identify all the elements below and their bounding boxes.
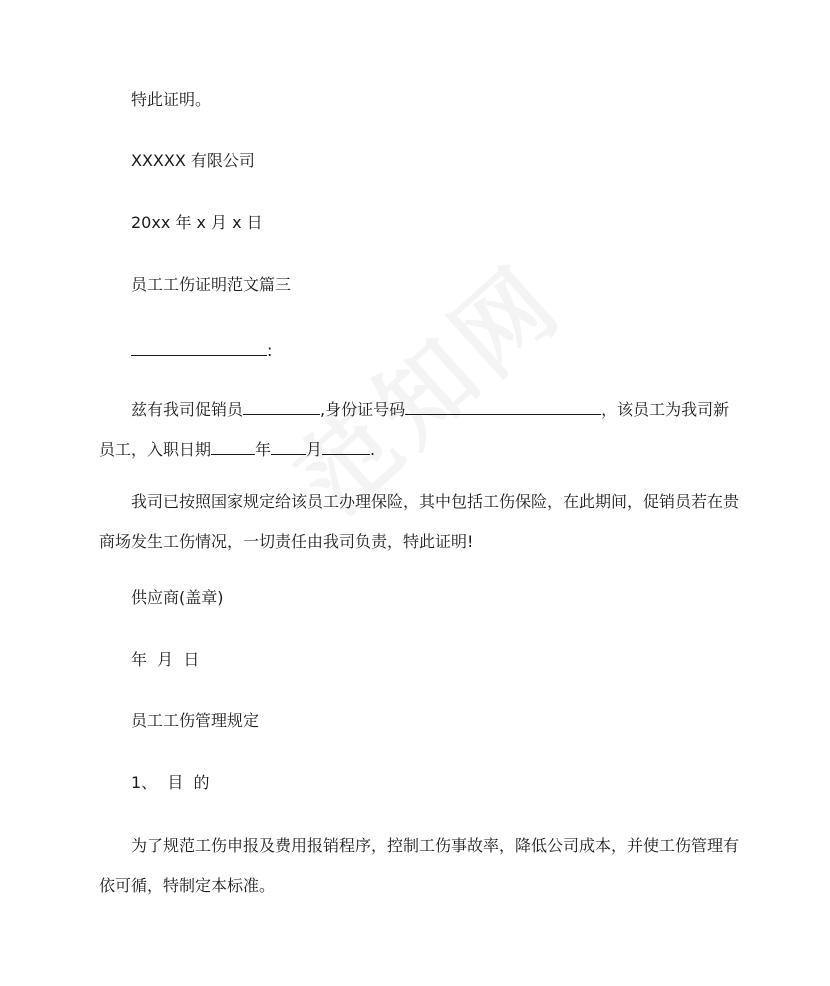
addressee-line — [131, 337, 272, 361]
employee-statement — [99, 390, 739, 470]
issue-date: 20xx 年 x 月 x 日 — [131, 213, 263, 232]
entry-year-blank — [211, 436, 255, 455]
statement-text: . — [370, 440, 376, 459]
entry-month-blank — [271, 436, 306, 455]
rules-title: 员工工伤管理规定 — [131, 711, 260, 730]
promoter-name-blank — [243, 396, 320, 415]
addressee-blank — [131, 337, 267, 356]
company-name: XXXXX 有限公司 — [131, 151, 255, 170]
certify-line: 特此证明。 — [131, 90, 212, 109]
statement-text: ,身份证号码 — [320, 400, 406, 419]
insurance-statement: 我司已按照国家规定给该员工办理保险，其中包括工伤保险，在此期间，促销员若在贵商场发生工伤情况，一切责任由我司负责，特此证明! — [99, 492, 740, 551]
id-number-blank — [405, 396, 601, 415]
statement-text: 年 — [255, 440, 272, 459]
statement-text: 兹有我司促销员 — [131, 400, 244, 419]
statement-text: 月 — [306, 440, 323, 459]
section-heading: 1、 目 的 — [131, 773, 210, 792]
section-title: 员工工伤证明范文篇三 — [131, 275, 292, 294]
addressee-colon: : — [267, 341, 273, 360]
supplier-seal: 供应商(盖章) — [131, 588, 224, 607]
sign-date: 年 月 日 — [131, 650, 200, 669]
purpose-paragraph: 为了规范工伤申报及费用报销程序，控制工伤事故率，降低公司成本，并使工伤管理有依可循，特制定本标准。 — [99, 836, 740, 895]
statement-text: ，该员工为我司新员工，入职日期 — [99, 400, 730, 459]
entry-day-blank — [322, 436, 370, 455]
